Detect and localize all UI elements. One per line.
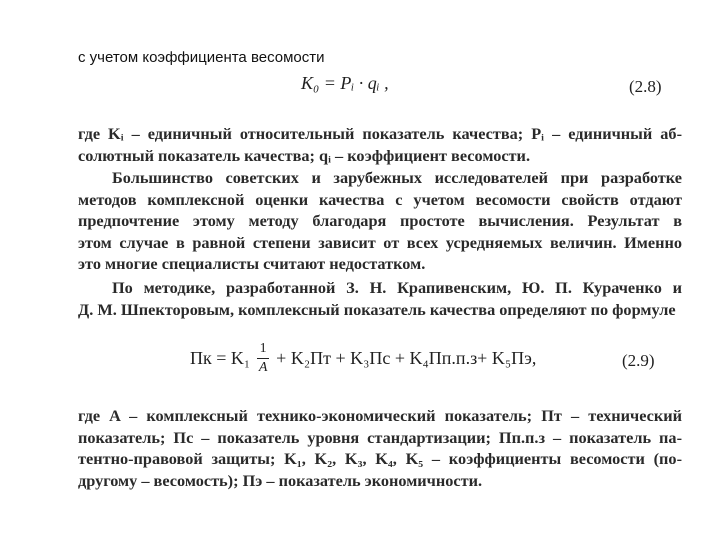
fraction-bar <box>257 358 269 359</box>
fraction-numerator: 1 <box>259 341 267 356</box>
text-line: этом случае в равной степени зависит от всех усредняемых величин. Именно <box>78 232 682 252</box>
fraction-denominator: A <box>258 360 268 375</box>
text-line: тентно-правовой защиты; K₁, K₂, K₃, K₄, K₅ – коэффициенты весомости (по- <box>78 449 682 468</box>
formula-2-9 <box>190 341 536 376</box>
formula-fraction <box>257 341 269 376</box>
slide-heading: с учетом коэффициента весомости <box>78 49 325 66</box>
equation-number-2-9: (2.9) <box>622 351 655 370</box>
formula-lhs: Пк = K₁ <box>190 348 251 368</box>
text-line: показатель; Пс – показатель уровня стандартизации; Пп.п.з – показатель па- <box>78 427 682 447</box>
text-line: Д. М. Шпекторовым, комплексный показатель качества определяют по формуле <box>78 299 676 319</box>
paragraph-definitions-2-9 <box>78 405 682 491</box>
paragraph-definitions-2-8 <box>78 123 682 166</box>
text-line: предпочтение этому методу благодаря простоте вычисления. Результат в <box>78 211 682 230</box>
text-line: методов комплексной оценки качества с учетом весомости свойств отдают <box>78 189 682 209</box>
paragraph-method-discussion <box>78 167 682 275</box>
text-line: где Kᵢ – единичный относительный показатель качества; Pᵢ – единичный аб- <box>78 124 682 143</box>
formula-rhs: + K₂Пт + K₃Пс + K₄Пп.п.з+ K₅Пэ, <box>276 348 537 368</box>
text-line: солютный показатель качества; qᵢ – коэффициент весомости. <box>78 145 531 165</box>
text-line: это многие специалисты считают недостатком. <box>78 254 426 273</box>
paragraph-methodology <box>78 277 682 320</box>
text-line: другому – весомость); Пэ – показатель экономичности. <box>78 470 483 490</box>
text-line: Большинство советских и зарубежных исследователей при разработке <box>112 168 682 187</box>
formula-2-8: K₀ = Pᵢ · qᵢ , <box>301 73 389 93</box>
equation-number-2-8: (2.8) <box>629 77 662 96</box>
text-line: По методике, разработанной З. Н. Крапивенским, Ю. П. Кураченко и <box>112 278 682 297</box>
text-line: где A – комплексный технико-экономический показатель; Пт – технический <box>78 406 682 425</box>
